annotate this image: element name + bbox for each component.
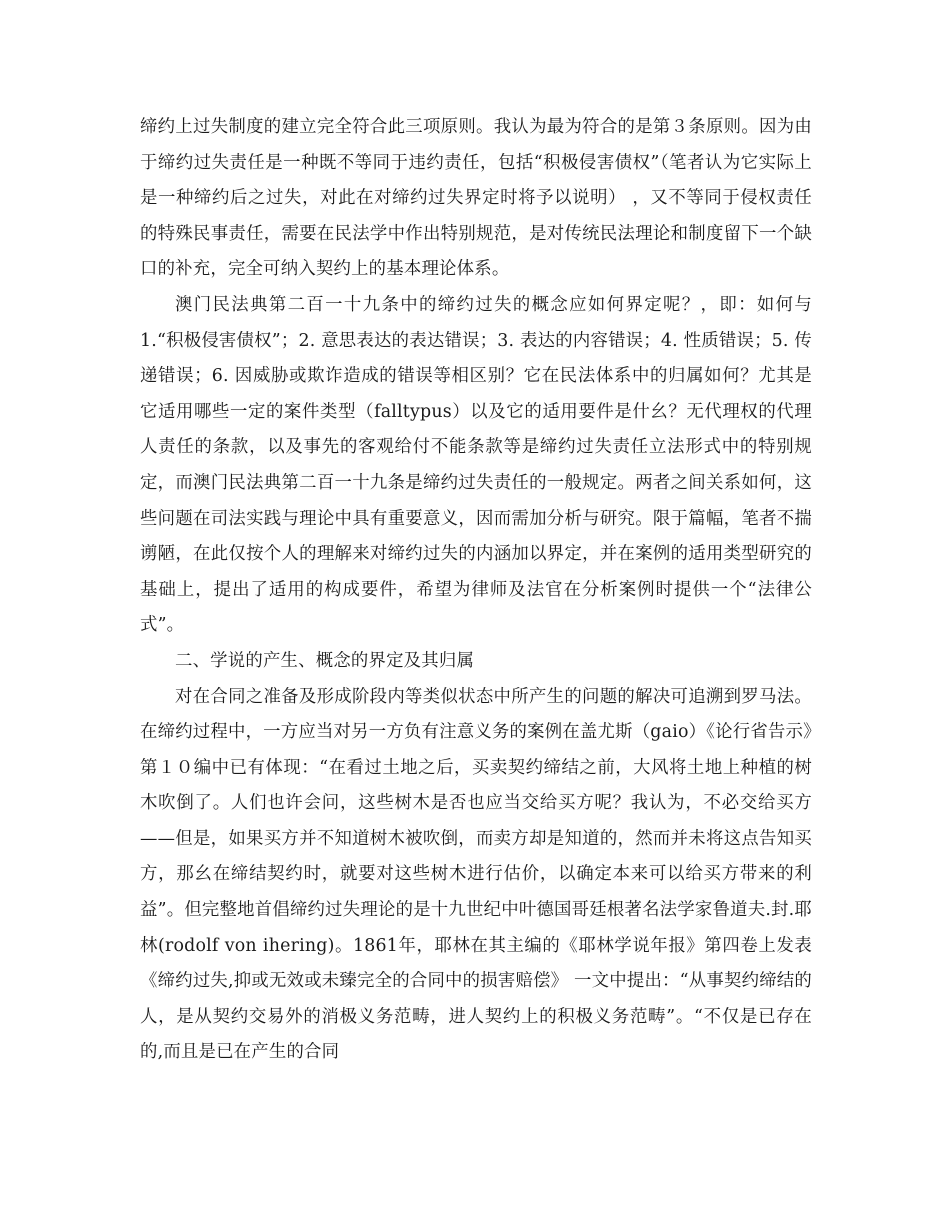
section-heading: 二、学说的产生、概念的界定及其归属 (175, 650, 475, 671)
document-body (140, 110, 812, 1071)
paragraph-macau-civil-code: 澳门民法典第二百一十九条中的缔约过失的概念应如何界定呢？，即：如何与1.“积极侵害债权”；2. 意思表达的表达错误；3. 表达的内容错误；4. 性质错误；5. 传递错误；6. 因威胁或欺诈造成的错误等相区别？它在民法体系中的归属如何？尤其是它适用哪些一定的案件类型（falltypus）以及它的适用要件是什幺？无代理权的代理人责任的条款，以及事先的客观给付不能条款等是缔约过失责任立法形式中的特别规定，而澳门民法典第二百一十九条是缔约过失责任的一般规定。两者之间关系如何，这些问题在司法实践与理论中具有重要意义，因而需加分析与研究。限于篇幅，笔者不揣谫陋，在此仅按个人的理解来对缔约过失的内涵加以界定，并在案例的适用类型研究的基础上，提出了适用的构成要件，希望为律师及法官在分析案例时提供一个“法律公式”。 (140, 294, 812, 636)
paragraph-principles: 缔约上过失制度的建立完全符合此三项原则。我认为最为符合的是第３条原则。因为由于缔约过失责任是一种既不等同于违约责任，包括“积极侵害债权”（笔者认为它实际上是一种缔约后之过失，对此在对缔约过失界定时将予以说明） ，又不等同于侵权责任的特殊民事责任，需要在民法学中作出特别规范，是对传统民法理论和制度留下一个缺口的补充，完全可纳入契约上的基本理论体系。 (140, 117, 812, 280)
paragraph-doctrine-origin: 对在合同之准备及形成阶段内等类似状态中所产生的问题的解决可追溯到罗马法。 在缔约过程中，一方应当对另一方负有注意义务的案例在盖尤斯（gaio）《论行省告示》第１０编中已有体现：“在看过土地之后，买卖契约缔结之前，大风将土地上种植的树木吹倒了。人们也许会问，这些树木是否也应当交给买方呢？我认为，不必交给买方——但是，如果买方并不知道树木被吹倒，而卖方却是知道的，然而并未将这点告知买方，那幺在缔结契约时，就要对这些树木进行估价，以确定本来可以给买方带来的利益”。但完整地首倡缔约过失理论的是十九世纪中叶德国哥廷根著名法学家鲁道夫.封.耶林(rodolf von ihering)。1861年，耶林在其主编的《耶林学说年报》第四卷上发表《缔约过失,抑或无效或未臻完全的合同中的损害赔偿》 一文中提出：“从事契约缔结的人，是从契约交易外的消极义务范畴，进人契约上的积极义务范畴”。“不仅是已存在的,而且是已在产生的合同 (140, 686, 812, 1063)
